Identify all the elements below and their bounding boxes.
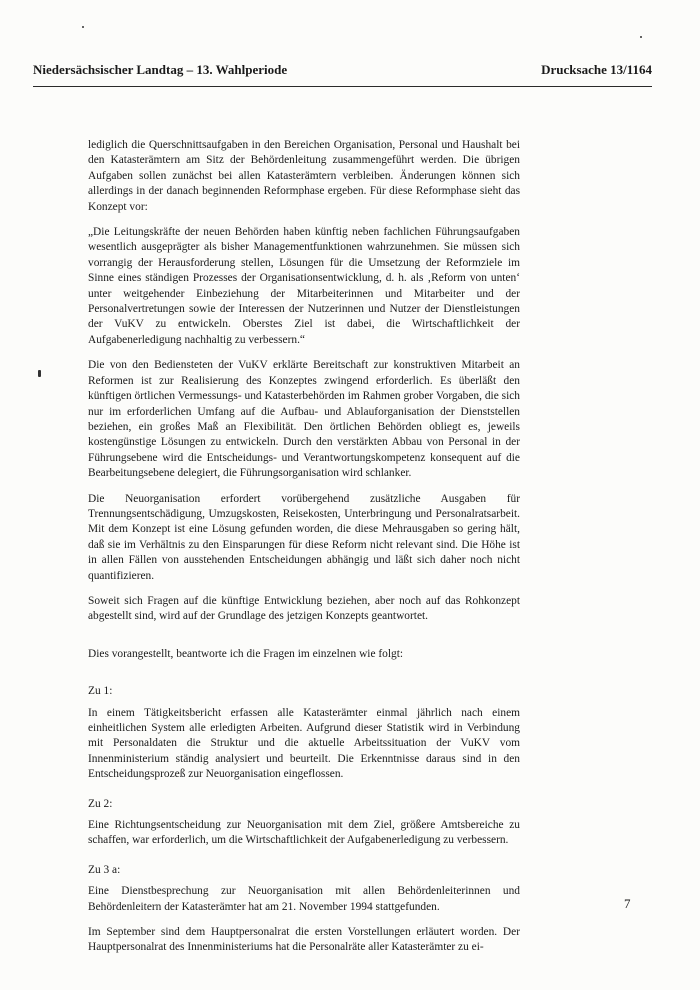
scan-speck: [640, 36, 642, 38]
answer-text-2: Eine Richtungsentscheidung zur Neuorganisation mit dem Ziel, größere Amtsbereiche zu schaffen, war erforderlich, um die Wirtschaftlichkeit der Aufgabenerledigung zu verbessern.: [88, 819, 520, 847]
paragraph-staff: Die von den Bediensteten der VuKV erklärte Bereitschaft zur konstruktiven Mitarbeit an Reformen ist zur Realisierung des Konzeptes zwingend erforderlich. Es überläßt den künftigen örtlichen Vermessungs- und Katasterbehörden im Rahmen grober Vorgaben, die sich nur im erforderlichen Umfang auf die Aufbau- und Ablauforganisation der Dienststellen beziehen, ein großes Maß an Flexibilität. Den örtlichen Behörden obliegt es, jeweils kostengünstige Lösungen zu entwickeln. Durch den verstärkten Abbau von Personal in der Führungsebene wird die Entscheidungs- und Verantwortungskompetenz konsequent auf die Bearbeitungsebene delegiert, die Führungsorganisation wird schlanker.: [88, 359, 520, 480]
answer-text-3a-continued: Im September sind dem Hauptpersonalrat die ersten Vorstellungen erläutert worden. Der Hauptpersonalrat des Innenministeriums hat die Personalräte aller Katasterämter zu ei-: [88, 926, 520, 954]
paragraph-future: Soweit sich Fragen auf die künftige Entwicklung beziehen, aber noch auf das Rohkonzept abgestellt sind, wird auf der Grundlage des jetzigen Konzepts geantwortet.: [88, 594, 520, 623]
scan-speck: [38, 370, 41, 377]
scan-speck: [82, 26, 84, 28]
paragraph-costs: Die Neuorganisation erfordert vorübergehend zusätzliche Ausgaben für Trennungsentschädigung, Umzugskosten, Reisekosten, Unterbringung und Personalratsarbeit. Mit dem Konzept ist eine Lösung gefunden worden, die diese Mehrausgaben so gering hält, daß sie im Verhältnis zu den Einsparungen für diese Reform nicht relevant sind. Die Höhe ist in allen Fällen von ausstehenden Entscheidungen abhängig und läßt sich daher noch nicht quantifizieren.: [88, 492, 520, 582]
paragraph-preface: Dies vorangestellt, beantworte ich die Fragen im einzelnen wie folgt:: [88, 647, 404, 660]
document-body: [88, 138, 520, 966]
header-title: Niedersächsischer Landtag – 13. Wahlperiode: [33, 62, 288, 77]
answer-label-2: Zu 2:: [88, 797, 113, 810]
paragraph-intro: lediglich die Querschnittsaufgaben in den Bereichen Organisation, Personal und Haushalt bei den Katasterämtern am Sitz der Behördenleitung zusammengeführt werden. Die übrigen Aufgaben sollen zunächst bei allen Katasterämtern verbleiben. Änderungen können sich allerdings in der danach beginnenden Reformphase ergeben. Für diese Reformphase sieht das Konzept vor:: [88, 139, 520, 213]
header-document-number: Drucksache 13/1164: [541, 62, 652, 77]
answer-text-3a: Eine Dienstbesprechung zur Neuorganisation mit allen Behördenleiterinnen und Behördenleitern der Katasterämter hat am 21. November 1994 stattgefunden.: [88, 885, 520, 913]
answer-label-3a: Zu 3 a:: [88, 863, 121, 876]
paragraph-quote: „Die Leitungskräfte der neuen Behörden haben künftig neben fachlichen Führungsaufgaben wesentlich ausgeprägter als bisher Managementfunktionen wahrzunehmen. Sie müssen sich vorrangig der Herausforderung stellen, Lösungen für die Umsetzung der Reformziele im Sinne eines ständigen Prozesses der Organisationsentwicklung, d. h. als ‚Reform von unten‘ unter weitgehender Einbeziehung der Mitarbeiterinnen und Mitarbeiter und der Personalvertretungen sowie der Interessen der Nutzerinnen und Nutzer der Dienstleistungen der VuKV zu entwickeln. Oberstes Ziel ist dabei, die Wirtschaftlichkeit der Aufgabenerledigung nachhaltig zu verbessern.“: [88, 226, 520, 346]
page-number: 7: [624, 896, 631, 911]
answer-text-1: In einem Tätigkeitsbericht erfassen alle Katasterämter einmal jährlich nach einem einheitlichen System alle erledigten Arbeiten. Aufgrund dieser Statistik wird in Verbindung mit Personaldaten die Struktur und die aktuelle Arbeitssituation der VuKV vom Innenministerium ständig analysiert und beurteilt. Die Erkenntnisse daraus sind in den Entscheidungsprozeß zur Neuorganisation eingeflossen.: [88, 706, 520, 781]
page-header: [33, 62, 652, 87]
answer-label-1: Zu 1:: [88, 685, 113, 698]
